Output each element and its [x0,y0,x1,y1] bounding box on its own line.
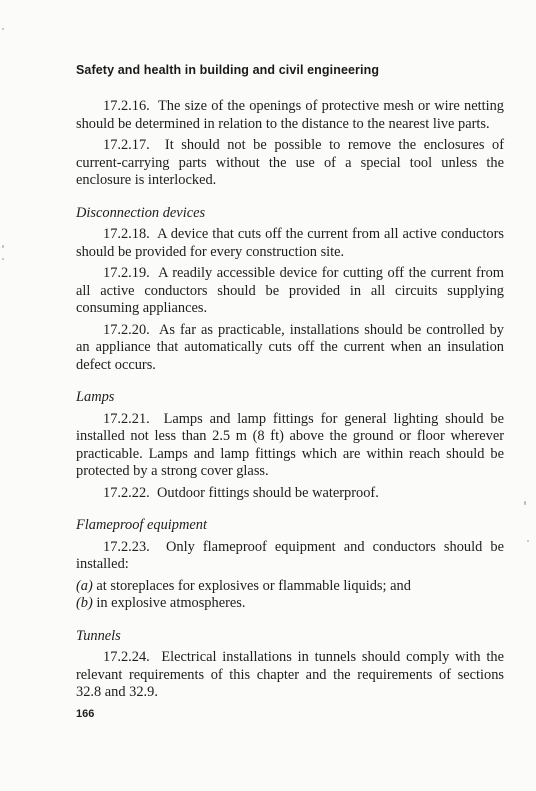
paragraph-17-2-16 [76,98,504,133]
section-heading-flameproof-equipment: Flameproof equipment [76,517,207,533]
paragraph-17-2-18 [76,226,504,261]
paragraph-text: Only flameproof equipment and conductors should be installed: [76,538,504,572]
paragraph-text: The size of the openings of protective mesh or wire netting should be determined in relation to the distance to the nearest live parts. [76,98,504,132]
paragraph-text: As far as practicable, installations should be controlled by an appliance that automatically cuts off the current when an insulation defect occurs. [76,321,504,373]
list-item-b [76,595,504,613]
paragraph-number: 17.2.24. [103,649,150,665]
paragraph-17-2-22 [76,485,504,503]
section-heading-tunnels: Tunnels [76,627,121,644]
paragraph-number: 17.2.22. [103,484,150,501]
paragraph-17-2-19 [76,265,504,318]
list-label: (a) [76,577,93,594]
paragraph-text: A readily accessible device for cutting off the current from all active conductors should be provided in all circuits supplying consuming appliances. [76,265,504,316]
paragraph-number: 17.2.21. [103,410,150,427]
scan-speck [2,28,4,30]
list-text: at storeplaces for explosives or flammable liquids; and [96,577,411,594]
paragraph-text: Outdoor fittings should be waterproof. [156,484,379,501]
paragraph-number: 17.2.20. [103,321,150,338]
page-number: 166 [76,708,95,720]
paragraph-17-2-20 [76,322,504,375]
paragraph-number: 17.2.16. [103,98,150,114]
paragraph-text: It should not be possible to remove the enclosures of current-carrying parts without the use of a special tool unless the enclosure is interlocked. [76,137,504,188]
list-label: (b) [76,595,93,611]
paragraph-17-2-24 [76,649,504,702]
paragraph-17-2-17 [76,137,504,190]
running-head: Safety and health in building and civil engineering [76,63,380,77]
paragraph-text: Electrical installations in tunnels should comply with the relevant requirements of this chapter and the requirements of sections 32.8 and 32.9. [76,649,504,700]
section-heading-disconnection-devices: Disconnection devices [76,204,206,221]
paragraph-text: Lamps and lamp fittings for general lighting should be installed not less than 2.5 m (8 ft) above the ground or floor wherever practicable. Lamps and lamp fittings which are within reach should be protected by a strong cover glass. [76,410,504,479]
body-text [76,98,504,706]
scan-speck [524,501,526,505]
paragraph-number: 17.2.17. [103,137,150,153]
scan-speck [2,245,4,248]
paragraph-text: A device that cuts off the current from all active conductors should be provided for every construction site. [76,226,504,260]
scan-speck [527,540,529,542]
section-heading-lamps: Lamps [76,389,115,405]
paragraph-17-2-23 [76,539,504,574]
paragraph-17-2-21 [76,411,504,481]
paragraph-number: 17.2.19. [103,265,150,281]
list-text: in explosive atmospheres. [96,595,246,611]
list-item-a [76,578,504,596]
scan-speck [2,258,4,260]
paragraph-number: 17.2.23. [103,538,150,555]
paragraph-number: 17.2.18. [103,226,150,242]
